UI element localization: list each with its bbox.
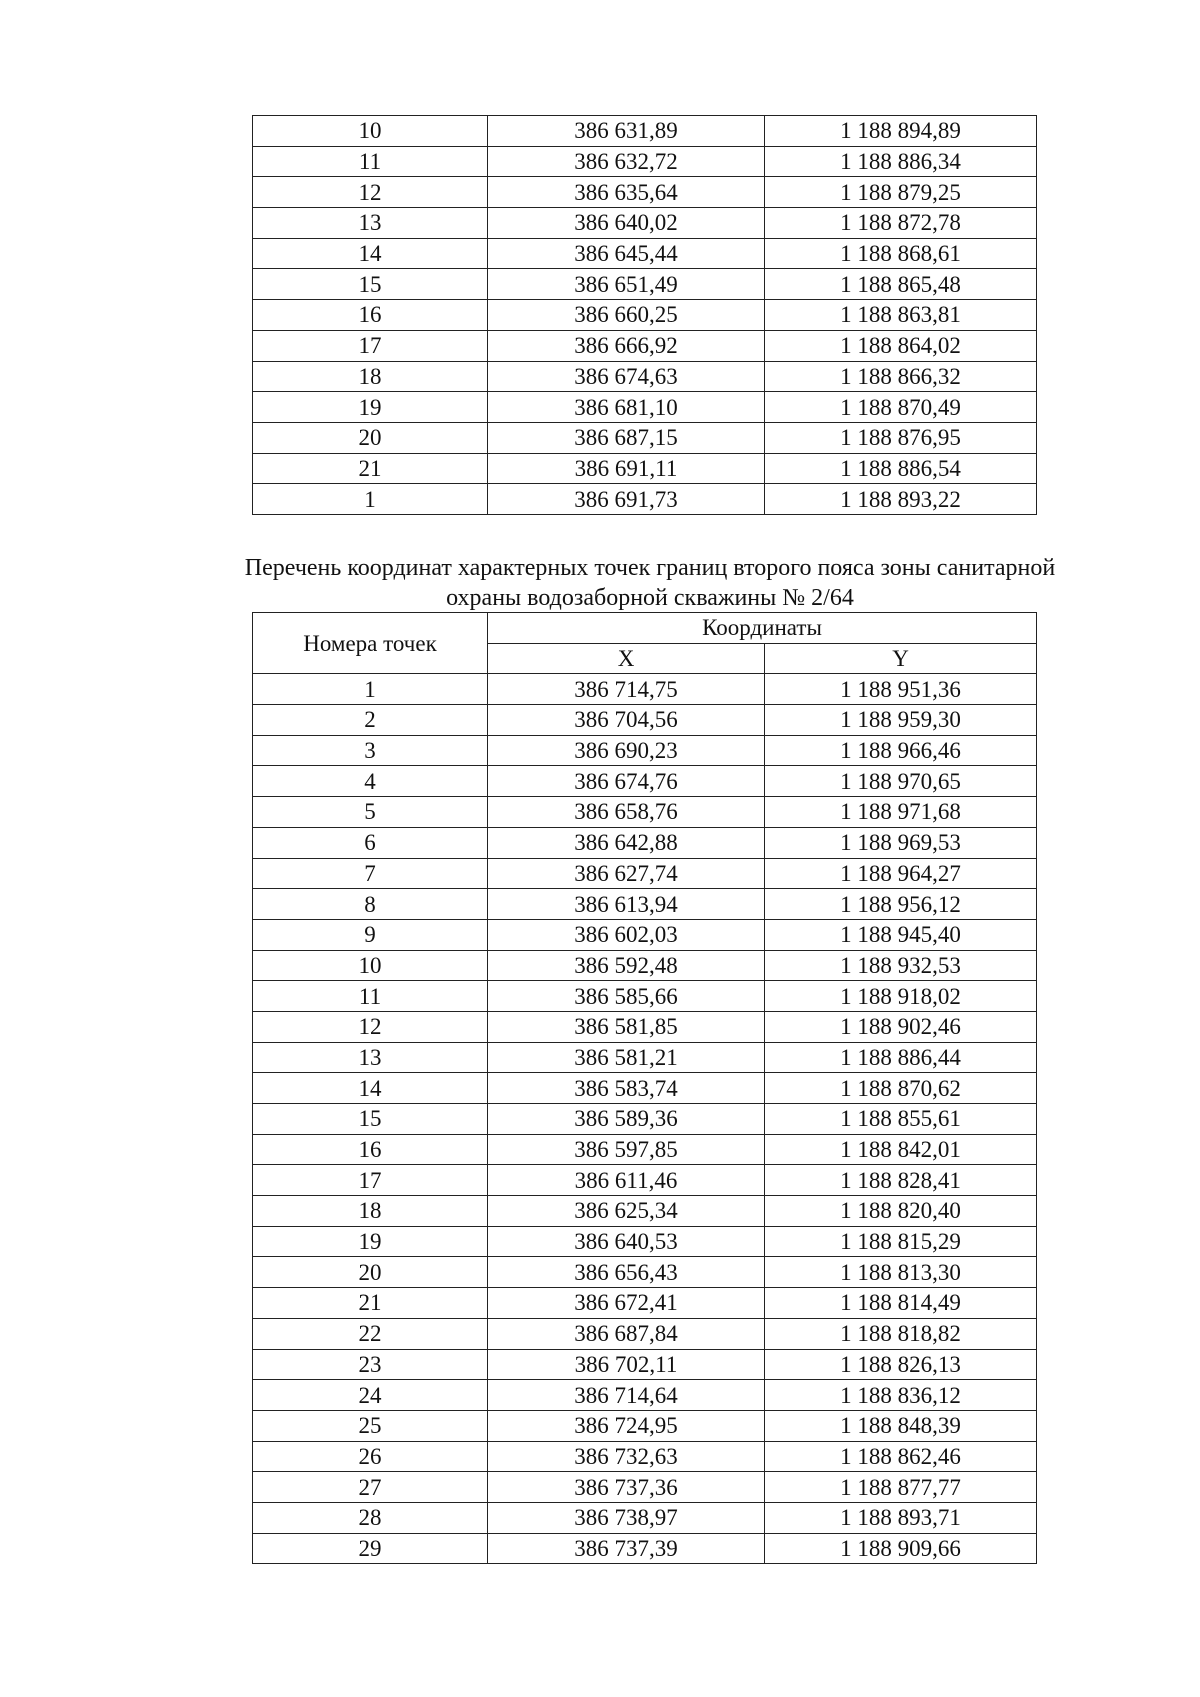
coord-x: 386 611,46 — [488, 1165, 765, 1196]
table-row — [253, 674, 1037, 705]
table-row — [253, 300, 1037, 331]
coord-x: 386 627,74 — [488, 858, 765, 889]
point-number: 22 — [253, 1318, 488, 1349]
point-number: 24 — [253, 1380, 488, 1411]
coordinates-table-zone-2 — [252, 612, 1037, 1564]
table-row — [253, 858, 1037, 889]
coord-x: 386 583,74 — [488, 1073, 765, 1104]
point-number: 29 — [253, 1533, 488, 1564]
point-number: 21 — [253, 453, 488, 484]
coord-y: 1 188 813,30 — [765, 1257, 1037, 1288]
table-row — [253, 269, 1037, 300]
table-row — [253, 919, 1037, 950]
coord-y: 1 188 865,48 — [765, 269, 1037, 300]
coord-x: 386 666,92 — [488, 330, 765, 361]
point-number: 13 — [253, 208, 488, 239]
table-row — [253, 797, 1037, 828]
point-number: 8 — [253, 889, 488, 920]
coordinates-table-continued — [252, 115, 1037, 515]
table-row — [253, 177, 1037, 208]
table-row — [253, 1134, 1037, 1165]
coord-x: 386 640,02 — [488, 208, 765, 239]
point-number: 17 — [253, 1165, 488, 1196]
point-number: 4 — [253, 766, 488, 797]
point-number: 21 — [253, 1288, 488, 1319]
coord-y: 1 188 815,29 — [765, 1226, 1037, 1257]
coord-y: 1 188 848,39 — [765, 1410, 1037, 1441]
coord-y: 1 188 870,49 — [765, 392, 1037, 423]
point-number: 28 — [253, 1502, 488, 1533]
point-number: 15 — [253, 269, 488, 300]
coord-y: 1 188 864,02 — [765, 330, 1037, 361]
point-number: 17 — [253, 330, 488, 361]
coord-x: 386 691,73 — [488, 484, 765, 515]
coord-y: 1 188 951,36 — [765, 674, 1037, 705]
coord-x: 386 674,76 — [488, 766, 765, 797]
table-body — [253, 116, 1037, 515]
caption-line-1: Перечень координат характерных точек границ второго пояса зоны санитарной — [244, 555, 1056, 581]
coord-y: 1 188 820,40 — [765, 1196, 1037, 1227]
coord-y: 1 188 855,61 — [765, 1104, 1037, 1135]
coord-y: 1 188 886,54 — [765, 453, 1037, 484]
coord-y: 1 188 877,77 — [765, 1472, 1037, 1503]
coord-x: 386 658,76 — [488, 797, 765, 828]
point-number: 12 — [253, 177, 488, 208]
table-row — [253, 950, 1037, 981]
coord-y: 1 188 876,95 — [765, 422, 1037, 453]
coord-y: 1 188 894,89 — [765, 116, 1037, 147]
table-row — [253, 1011, 1037, 1042]
coord-x: 386 660,25 — [488, 300, 765, 331]
coord-y: 1 188 969,53 — [765, 827, 1037, 858]
coord-x: 386 602,03 — [488, 919, 765, 950]
point-number: 16 — [253, 1134, 488, 1165]
coord-x: 386 672,41 — [488, 1288, 765, 1319]
coord-y: 1 188 956,12 — [765, 889, 1037, 920]
header-coordinates: Координаты — [488, 613, 1037, 644]
table-body — [253, 674, 1037, 1564]
table-row — [253, 889, 1037, 920]
table-row — [253, 1533, 1037, 1564]
point-number: 19 — [253, 392, 488, 423]
table-row — [253, 1410, 1037, 1441]
table-row — [253, 1441, 1037, 1472]
point-number: 20 — [253, 1257, 488, 1288]
table-row — [253, 1288, 1037, 1319]
coord-y: 1 188 918,02 — [765, 981, 1037, 1012]
coord-x: 386 589,36 — [488, 1104, 765, 1135]
coord-y: 1 188 863,81 — [765, 300, 1037, 331]
coord-y: 1 188 886,34 — [765, 146, 1037, 177]
coord-y: 1 188 818,82 — [765, 1318, 1037, 1349]
point-number: 19 — [253, 1226, 488, 1257]
coord-x: 386 691,11 — [488, 453, 765, 484]
coord-y: 1 188 971,68 — [765, 797, 1037, 828]
table-row — [253, 1257, 1037, 1288]
coord-y: 1 188 893,71 — [765, 1502, 1037, 1533]
table-row — [253, 484, 1037, 515]
coord-x: 386 737,36 — [488, 1472, 765, 1503]
point-number: 18 — [253, 361, 488, 392]
table-row — [253, 392, 1037, 423]
header-row — [253, 613, 1037, 644]
coord-x: 386 645,44 — [488, 238, 765, 269]
table-row — [253, 1196, 1037, 1227]
table-row — [253, 238, 1037, 269]
table-row — [253, 827, 1037, 858]
coord-y: 1 188 959,30 — [765, 705, 1037, 736]
coord-x: 386 724,95 — [488, 1410, 765, 1441]
header-y: Y — [765, 643, 1037, 674]
point-number: 14 — [253, 238, 488, 269]
point-number: 11 — [253, 146, 488, 177]
coord-y: 1 188 902,46 — [765, 1011, 1037, 1042]
coord-y: 1 188 970,65 — [765, 766, 1037, 797]
table-row — [253, 1042, 1037, 1073]
table-row — [253, 981, 1037, 1012]
table-caption — [150, 553, 1150, 613]
table-row — [253, 1165, 1037, 1196]
coord-x: 386 581,85 — [488, 1011, 765, 1042]
point-number: 15 — [253, 1104, 488, 1135]
coord-x: 386 714,64 — [488, 1380, 765, 1411]
point-number: 7 — [253, 858, 488, 889]
point-number: 26 — [253, 1441, 488, 1472]
coord-x: 386 651,49 — [488, 269, 765, 300]
coord-x: 386 687,15 — [488, 422, 765, 453]
table-row — [253, 146, 1037, 177]
point-number: 23 — [253, 1349, 488, 1380]
coord-y: 1 188 870,62 — [765, 1073, 1037, 1104]
point-number: 3 — [253, 735, 488, 766]
point-number: 1 — [253, 674, 488, 705]
point-number: 25 — [253, 1410, 488, 1441]
point-number: 27 — [253, 1472, 488, 1503]
point-number: 18 — [253, 1196, 488, 1227]
coord-y: 1 188 814,49 — [765, 1288, 1037, 1319]
coord-x: 386 702,11 — [488, 1349, 765, 1380]
table-row — [253, 1318, 1037, 1349]
caption-line-2: охраны водозаборной скважины № 2/64 — [446, 585, 854, 611]
point-number: 5 — [253, 797, 488, 828]
point-number: 6 — [253, 827, 488, 858]
coord-x: 386 656,43 — [488, 1257, 765, 1288]
table-row — [253, 1226, 1037, 1257]
point-number: 14 — [253, 1073, 488, 1104]
point-number: 10 — [253, 950, 488, 981]
coord-x: 386 714,75 — [488, 674, 765, 705]
coord-y: 1 188 868,61 — [765, 238, 1037, 269]
point-number: 20 — [253, 422, 488, 453]
coord-y: 1 188 826,13 — [765, 1349, 1037, 1380]
coord-y: 1 188 842,01 — [765, 1134, 1037, 1165]
coord-x: 386 640,53 — [488, 1226, 765, 1257]
coord-x: 386 737,39 — [488, 1533, 765, 1564]
coord-x: 386 732,63 — [488, 1441, 765, 1472]
table-row — [253, 1380, 1037, 1411]
table-row — [253, 1349, 1037, 1380]
coord-y: 1 188 879,25 — [765, 177, 1037, 208]
coord-x: 386 674,63 — [488, 361, 765, 392]
table-header — [253, 613, 1037, 674]
table-row — [253, 208, 1037, 239]
coord-y: 1 188 828,41 — [765, 1165, 1037, 1196]
table-row — [253, 1104, 1037, 1135]
point-number: 12 — [253, 1011, 488, 1042]
coord-y: 1 188 909,66 — [765, 1533, 1037, 1564]
coord-y: 1 188 893,22 — [765, 484, 1037, 515]
point-number: 10 — [253, 116, 488, 147]
point-number: 1 — [253, 484, 488, 515]
coord-y: 1 188 964,27 — [765, 858, 1037, 889]
table-row — [253, 1472, 1037, 1503]
coord-x: 386 704,56 — [488, 705, 765, 736]
coord-y: 1 188 966,46 — [765, 735, 1037, 766]
coord-y: 1 188 862,46 — [765, 1441, 1037, 1472]
point-number: 9 — [253, 919, 488, 950]
coord-y: 1 188 932,53 — [765, 950, 1037, 981]
coord-x: 386 687,84 — [488, 1318, 765, 1349]
coord-x: 386 681,10 — [488, 392, 765, 423]
coord-x: 386 613,94 — [488, 889, 765, 920]
point-number: 16 — [253, 300, 488, 331]
coord-y: 1 188 886,44 — [765, 1042, 1037, 1073]
coord-y: 1 188 866,32 — [765, 361, 1037, 392]
table-row — [253, 330, 1037, 361]
header-points: Номера точек — [253, 613, 488, 674]
table-row — [253, 705, 1037, 736]
coord-x: 386 581,21 — [488, 1042, 765, 1073]
coord-x: 386 690,23 — [488, 735, 765, 766]
coord-y: 1 188 945,40 — [765, 919, 1037, 950]
point-number: 11 — [253, 981, 488, 1012]
table-row — [253, 116, 1037, 147]
table-row — [253, 422, 1037, 453]
coord-y: 1 188 836,12 — [765, 1380, 1037, 1411]
table-row — [253, 1502, 1037, 1533]
point-number: 2 — [253, 705, 488, 736]
table-row — [253, 361, 1037, 392]
coord-x: 386 642,88 — [488, 827, 765, 858]
coord-y: 1 188 872,78 — [765, 208, 1037, 239]
coord-x: 386 635,64 — [488, 177, 765, 208]
table-row — [253, 735, 1037, 766]
coord-x: 386 625,34 — [488, 1196, 765, 1227]
coord-x: 386 738,97 — [488, 1502, 765, 1533]
coord-x: 386 585,66 — [488, 981, 765, 1012]
coord-x: 386 597,85 — [488, 1134, 765, 1165]
header-x: X — [488, 643, 765, 674]
table-row — [253, 766, 1037, 797]
coord-x: 386 632,72 — [488, 146, 765, 177]
coord-x: 386 631,89 — [488, 116, 765, 147]
table-row — [253, 1073, 1037, 1104]
coord-x: 386 592,48 — [488, 950, 765, 981]
point-number: 13 — [253, 1042, 488, 1073]
table-row — [253, 453, 1037, 484]
